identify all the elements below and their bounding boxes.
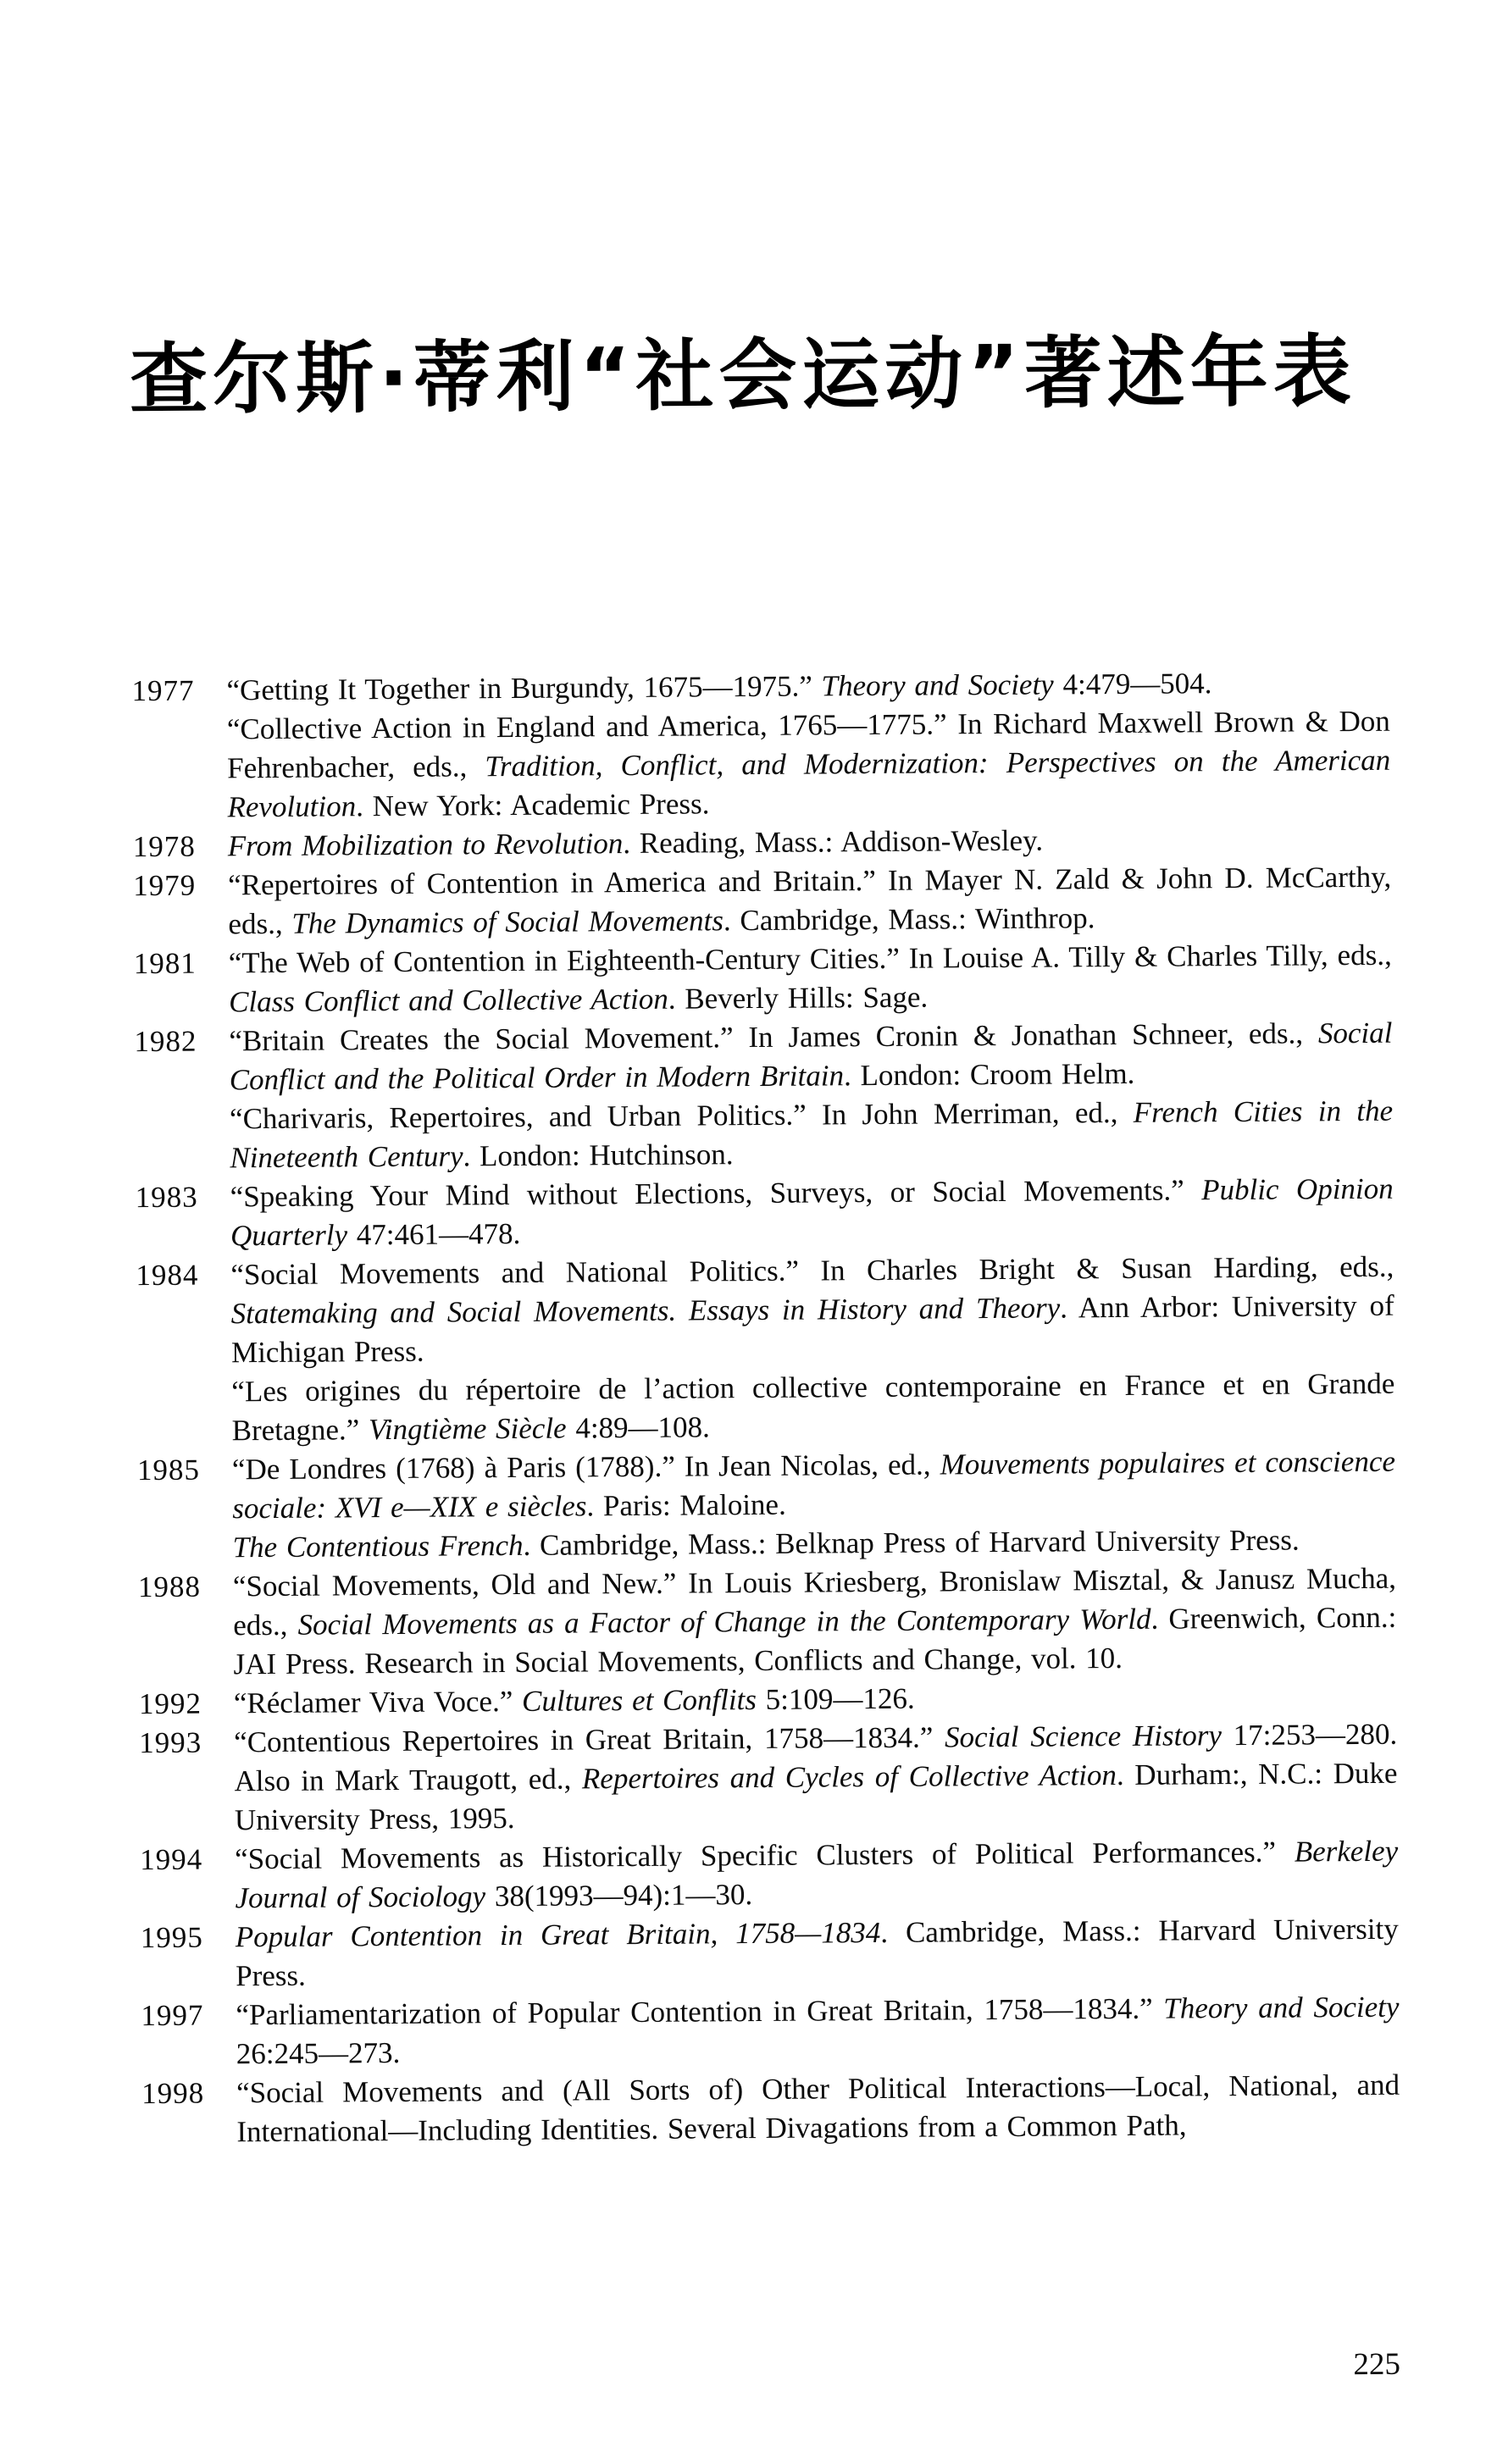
entry-text: “Britain Creates the Social Movement.” In James Cronin & Jonathan Schneer, eds.,	[229, 1016, 1319, 1058]
bibliography-entry	[134, 1014, 1394, 1178]
entry-year: 1998	[141, 2076, 205, 2111]
entry-text: 4:479—504.	[1053, 667, 1212, 701]
work-title-italic: Statemaking and Social Movements. Essays in History and Theory	[230, 1291, 1061, 1331]
entry-text: 38(1993—94):1—30.	[485, 1878, 753, 1913]
entry-text: . Paris: Maloine.	[586, 1487, 786, 1523]
entry-text: “Social Movements and (All Sorts of) Other Political Interactions—Local, National, and International—Including Identities. Several Divagations from a Common Path,	[236, 2068, 1400, 2149]
bibliography-item	[139, 1715, 1398, 1841]
work-title-italic: Popular Contention in Great Britain, 1758—1834	[235, 1915, 881, 1954]
bibliography-item	[140, 1832, 1399, 1919]
entry-year: 1994	[140, 1842, 203, 1877]
bibliography-item	[133, 936, 1393, 1022]
work-title-italic: Social Movements as a Factor of Change in the Contemporary World	[297, 1602, 1151, 1642]
page-number: 225	[1353, 2346, 1401, 2383]
bibliography-entry	[139, 1715, 1398, 1841]
bibliography-item	[137, 1559, 1397, 1685]
entry-year: 1997	[141, 1998, 204, 2033]
work-title-italic: Public Opinion Quarterly	[230, 1171, 1394, 1253]
bibliography-entry	[136, 1442, 1396, 1568]
entry-text: . Ann Arbor: University of Michigan Press.	[230, 1288, 1394, 1370]
entry-text: 5:109—126.	[756, 1681, 915, 1716]
entry-text: . Greenwich, Conn.: JAI Press. Research in Social Movements, Conflicts and Change, vol. 10.	[233, 1600, 1397, 1681]
bibliography-item	[230, 1092, 1394, 1178]
entry-text: “Speaking Your Mind without Elections, Surveys, or Social Movements.”	[230, 1173, 1202, 1214]
entry-text: . New York: Academic Press.	[355, 787, 710, 823]
work-title-italic: Vingtième Siècle	[368, 1411, 567, 1447]
entry-year: 1977	[131, 673, 195, 708]
bibliography-item	[140, 1910, 1400, 1996]
bibliography-item	[135, 1170, 1394, 1256]
work-title-italic: Social Conflict and the Political Order in Modern Britain	[229, 1016, 1393, 1097]
entry-text: “Getting It Together in Burgundy, 1675—1975.”	[226, 669, 822, 707]
work-title-italic: French Cities in the Nineteenth Century	[230, 1094, 1394, 1175]
entry-year: 1993	[139, 1725, 202, 1760]
entry-text: . Reading, Mass.: Addison-Wesley.	[623, 823, 1044, 861]
bibliography	[131, 663, 1400, 2152]
entry-text: . Cambridge, Mass.: Harvard University Press.	[236, 1912, 1399, 1993]
work-title-italic: Theory and Society	[821, 667, 1054, 703]
entry-text: “Charivaris, Repertoires, and Urban Politics.” In John Merriman, ed.,	[229, 1095, 1134, 1136]
work-title-italic: Class Conflict and Collective Action	[228, 982, 668, 1019]
bibliography-entry	[136, 1248, 1395, 1451]
entry-text: “The Web of Contention in Eighteenth-Century Cities.” In Louise A. Tilly & Charles Tilly, eds.,	[228, 938, 1392, 980]
entry-text: . London: Croom Helm.	[843, 1056, 1135, 1093]
entry-text: “Collective Action in England and America, 1765—1775.” In Richard Maxwell Brown & Don Fehrenbacher, eds.,	[226, 704, 1390, 785]
entry-text: “Parliamentarization of Popular Contention in Great Britain, 1758—1834.”	[236, 1991, 1164, 2032]
entry-year: 1995	[140, 1920, 203, 1955]
bibliography-item	[136, 1442, 1396, 1529]
bibliography-entry	[131, 663, 1391, 828]
bibliography-entry	[133, 858, 1392, 944]
work-title-italic: Theory and Society	[1163, 1990, 1400, 2025]
entry-year: 1984	[136, 1258, 199, 1293]
entry-year: 1981	[133, 946, 197, 981]
entry-text: . London: Hutchinson.	[463, 1138, 734, 1173]
bibliography-entry	[140, 1910, 1400, 1996]
entry-text: “De Londres (1768) à Paris (1788).” In Jean Nicolas, ed.,	[231, 1448, 940, 1487]
bibliography-item	[231, 1365, 1395, 1451]
work-title-italic: The Contentious French	[232, 1528, 524, 1564]
page-title: 查尔斯·蒂利“社会运动”著述年表	[129, 326, 1357, 426]
work-title-italic: Social Science History	[944, 1719, 1222, 1754]
entry-text: “Social Movements and National Politics.” In Charles Bright & Susan Harding, eds.,	[230, 1249, 1394, 1292]
work-title-italic: Repertoires and Cycles of Collective Action	[581, 1758, 1117, 1796]
entry-year: 1982	[134, 1024, 197, 1059]
entry-year: 1992	[138, 1686, 202, 1721]
work-title-italic: The Dynamics of Social Movements	[291, 904, 724, 940]
bibliography-entry	[135, 1170, 1394, 1256]
entry-text: . Beverly Hills: Sage.	[668, 980, 929, 1016]
work-title-italic: From Mobilization to Revolution	[227, 827, 624, 863]
entry-text: “Réclamer Viva Voce.”	[233, 1684, 523, 1720]
entry-text: “Social Movements as Historically Specific Clusters of Political Performances.”	[235, 1835, 1295, 1876]
bibliography-item	[134, 1014, 1393, 1100]
entry-text: 26:245—273.	[236, 2035, 401, 2071]
entry-year: 1978	[132, 829, 196, 864]
entry-text: 17:253—280. Also in Mark Traugott, ed.,	[234, 1717, 1398, 1798]
bibliography-item	[141, 1988, 1400, 2074]
entry-text: “Les origines du répertoire de l’action collective contemporaine en France et en Grande Bretagne.”	[231, 1366, 1395, 1448]
bibliography-item	[227, 702, 1391, 828]
work-title-italic: Berkeley Journal of Sociology	[235, 1834, 1399, 1915]
bibliography-item	[141, 2066, 1400, 2152]
bibliography-entry	[140, 1832, 1399, 1919]
bibliography-item	[136, 1248, 1394, 1373]
entry-year: 1985	[136, 1453, 201, 1487]
entry-year: 1988	[137, 1570, 202, 1604]
work-title-italic: Cultures et Conflits	[521, 1682, 757, 1718]
bibliography-item	[133, 858, 1392, 944]
entry-text: 47:461—478.	[347, 1216, 521, 1252]
entry-year: 1983	[135, 1180, 198, 1215]
bibliography-entry	[141, 1988, 1400, 2074]
bibliography-entry	[137, 1559, 1397, 1685]
entry-text: . Durham:, N.C.: Duke University Press, 1995.	[234, 1756, 1398, 1837]
entry-text: “Social Movements, Old and New.” In Louis Kriesberg, Bronislaw Misztal, & Janusz Mucha, eds.,	[232, 1561, 1397, 1642]
bibliography-entry	[141, 2066, 1400, 2152]
entry-text: 4:89—108.	[566, 1410, 710, 1445]
entry-year: 1979	[133, 868, 197, 903]
work-title-italic: Mouvements populaires et conscience sociale: XVI e—XIX e siècles	[232, 1444, 1396, 1525]
entry-text: . Cambridge, Mass.: Winthrop.	[723, 901, 1095, 938]
entry-text: . Cambridge, Mass.: Belknap Press of Harvard University Press.	[523, 1523, 1300, 1562]
entry-text: “Contentious Repertoires in Great Britain, 1758—1834.”	[234, 1720, 945, 1759]
work-title-italic: Tradition, Conflict, and Modernization: Perspectives on the American Revolution	[227, 743, 1391, 824]
entry-text: “Repertoires of Contention in America and Britain.” In Mayer N. Zald & John D. McCarthy, eds.,	[228, 860, 1392, 941]
bibliography-entry	[133, 936, 1393, 1022]
